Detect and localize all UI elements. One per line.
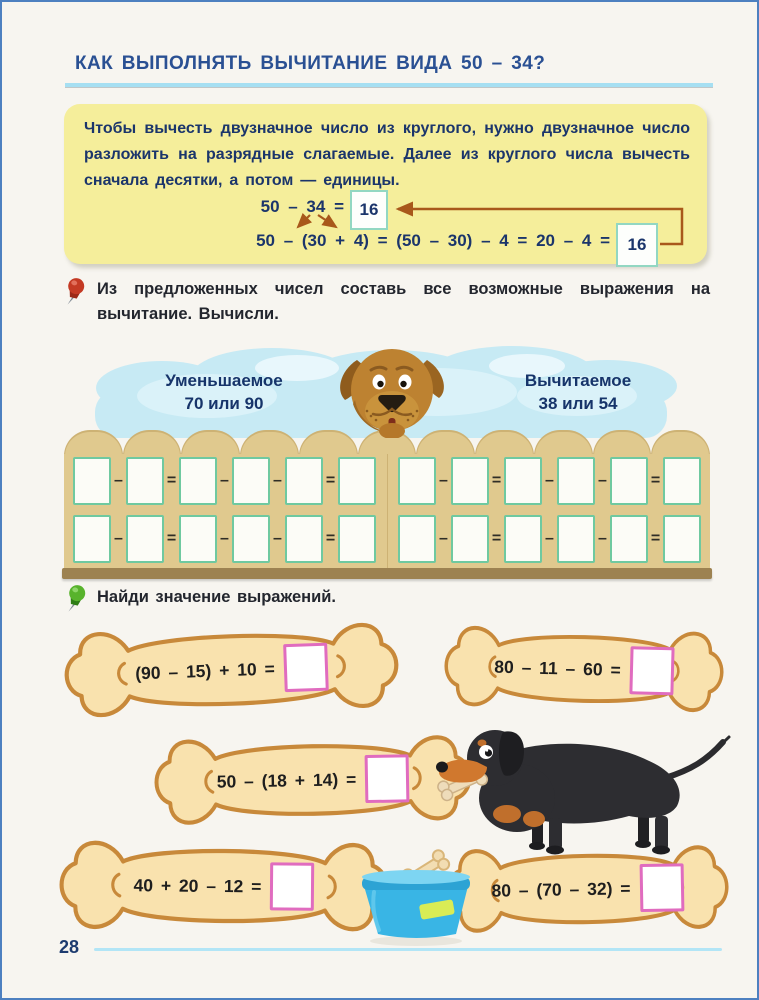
page-title: КАК ВЫПОЛНЯТЬ ВЫЧИТАНИЕ ВИДА 50 – 34?: [75, 53, 546, 74]
equation-answer-box[interactable]: [126, 515, 164, 563]
footer-rule: [94, 948, 722, 951]
bone-content: [153, 723, 473, 837]
example-answer-box-2: 16: [616, 223, 658, 267]
equals-sign: =: [325, 530, 336, 547]
example-equation-1: 50 – 34 =: [260, 197, 344, 216]
fence-equations: [64, 430, 710, 580]
bone-content: [62, 610, 401, 730]
subtrahend-options: 38 или 54: [538, 394, 618, 413]
minus-sign: –: [273, 530, 282, 547]
equation-answer-box[interactable]: [285, 515, 323, 563]
equation-answer-box[interactable]: [504, 457, 542, 505]
equation-answer-box[interactable]: [451, 457, 489, 505]
equals-sign: =: [166, 472, 177, 489]
equation-answer-box[interactable]: [73, 515, 111, 563]
expression-answer-box[interactable]: [270, 862, 314, 910]
equals-sign: =: [650, 530, 661, 547]
rule-text: Чтобы вычесть двузначное число из круглого, нужно двузначное число разложить на разрядные слагаемые. Далее из круглого числа вычесть сначала десятки, а потом — единицы.: [84, 120, 690, 189]
equation-answer-box[interactable]: [663, 457, 701, 505]
subtraction-equation: [73, 457, 376, 505]
puppy-head-icon: [333, 338, 451, 438]
expression-text: (90 – 15) + 10 =: [134, 657, 276, 683]
subtrahend-title: Вычитаемое: [524, 371, 632, 390]
equation-answer-box[interactable]: [126, 457, 164, 505]
bone-expression-4: [59, 829, 390, 944]
equation-answer-box[interactable]: [179, 515, 217, 563]
expression-answer-box[interactable]: [365, 754, 410, 803]
page-number: 28: [59, 937, 80, 957]
equation-answer-box[interactable]: [285, 457, 323, 505]
example-answer-box-1: 16: [350, 190, 388, 230]
expression-text: 80 – (70 – 32) =: [491, 877, 631, 901]
equals-sign: =: [325, 472, 336, 489]
minus-sign: –: [220, 472, 229, 489]
minuend-title: Уменьшаемое: [165, 371, 283, 390]
equals-sign: =: [491, 530, 502, 547]
fence: [64, 430, 710, 580]
equation-answer-box[interactable]: [398, 515, 436, 563]
subtraction-equation: [398, 515, 701, 563]
equation-answer-box[interactable]: [451, 515, 489, 563]
equation-answer-box[interactable]: [663, 515, 701, 563]
equation-answer-box[interactable]: [504, 515, 542, 563]
equation-answer-box[interactable]: [557, 457, 595, 505]
minus-sign: –: [114, 472, 123, 489]
bone-content: [443, 614, 726, 723]
dachshund-dog-icon: [432, 716, 734, 856]
expression-text: 50 – (18 + 14) =: [216, 768, 357, 792]
minus-sign: –: [545, 530, 554, 547]
expression-answer-box[interactable]: [629, 646, 674, 695]
equation-answer-box[interactable]: [610, 515, 648, 563]
subtraction-equation: [73, 515, 376, 563]
minus-sign: –: [439, 530, 448, 547]
fence-equation-row: [73, 515, 701, 563]
equation-answer-box[interactable]: [179, 457, 217, 505]
minuend-label: [134, 369, 314, 415]
equation-answer-box[interactable]: [557, 515, 595, 563]
expression-text: 40 + 20 – 12 =: [133, 874, 262, 896]
bone-expression-2: [443, 614, 726, 723]
example-equation-2: 50 – (30 + 4) = (50 – 30) – 4 = 20 – 4 =: [256, 231, 610, 250]
bone-expression-3: [153, 723, 473, 837]
task1-instruction: Из предложенных чисел составь все возможные выражения на вычитание. Вычисли.: [97, 280, 710, 323]
equation-answer-box[interactable]: [73, 457, 111, 505]
minus-sign: –: [439, 472, 448, 489]
equation-answer-box[interactable]: [232, 457, 270, 505]
minus-sign: –: [273, 472, 282, 489]
minus-sign: –: [114, 530, 123, 547]
minus-sign: –: [598, 472, 607, 489]
equation-answer-box[interactable]: [398, 457, 436, 505]
minus-sign: –: [598, 530, 607, 547]
fence-base-rail: [62, 568, 712, 579]
expression-text: 80 – 11 – 60 =: [494, 656, 621, 680]
title-underline: [65, 83, 713, 87]
minus-sign: –: [220, 530, 229, 547]
equation-answer-box[interactable]: [338, 457, 376, 505]
fence-equation-row: [73, 457, 701, 505]
bone-expression-1: [62, 610, 401, 730]
dog-bowl-icon: [358, 844, 474, 948]
bone-content: [59, 829, 390, 944]
equals-sign: =: [166, 530, 177, 547]
minuend-options: 70 или 90: [184, 394, 264, 413]
rule-box: [64, 104, 707, 264]
equals-sign: =: [650, 472, 661, 489]
expression-answer-box[interactable]: [639, 863, 684, 912]
equation-answer-box[interactable]: [610, 457, 648, 505]
equation-answer-box[interactable]: [232, 515, 270, 563]
equals-sign: =: [491, 472, 502, 489]
subtrahend-label: [488, 369, 668, 415]
expression-answer-box[interactable]: [283, 643, 329, 693]
minus-sign: –: [545, 472, 554, 489]
red-pushpin-icon: [62, 277, 88, 307]
green-pushpin-icon: [63, 584, 89, 614]
task2-instruction: Найди значение выражений.: [97, 588, 336, 606]
subtraction-equation: [398, 457, 701, 505]
equation-answer-box[interactable]: [338, 515, 376, 563]
